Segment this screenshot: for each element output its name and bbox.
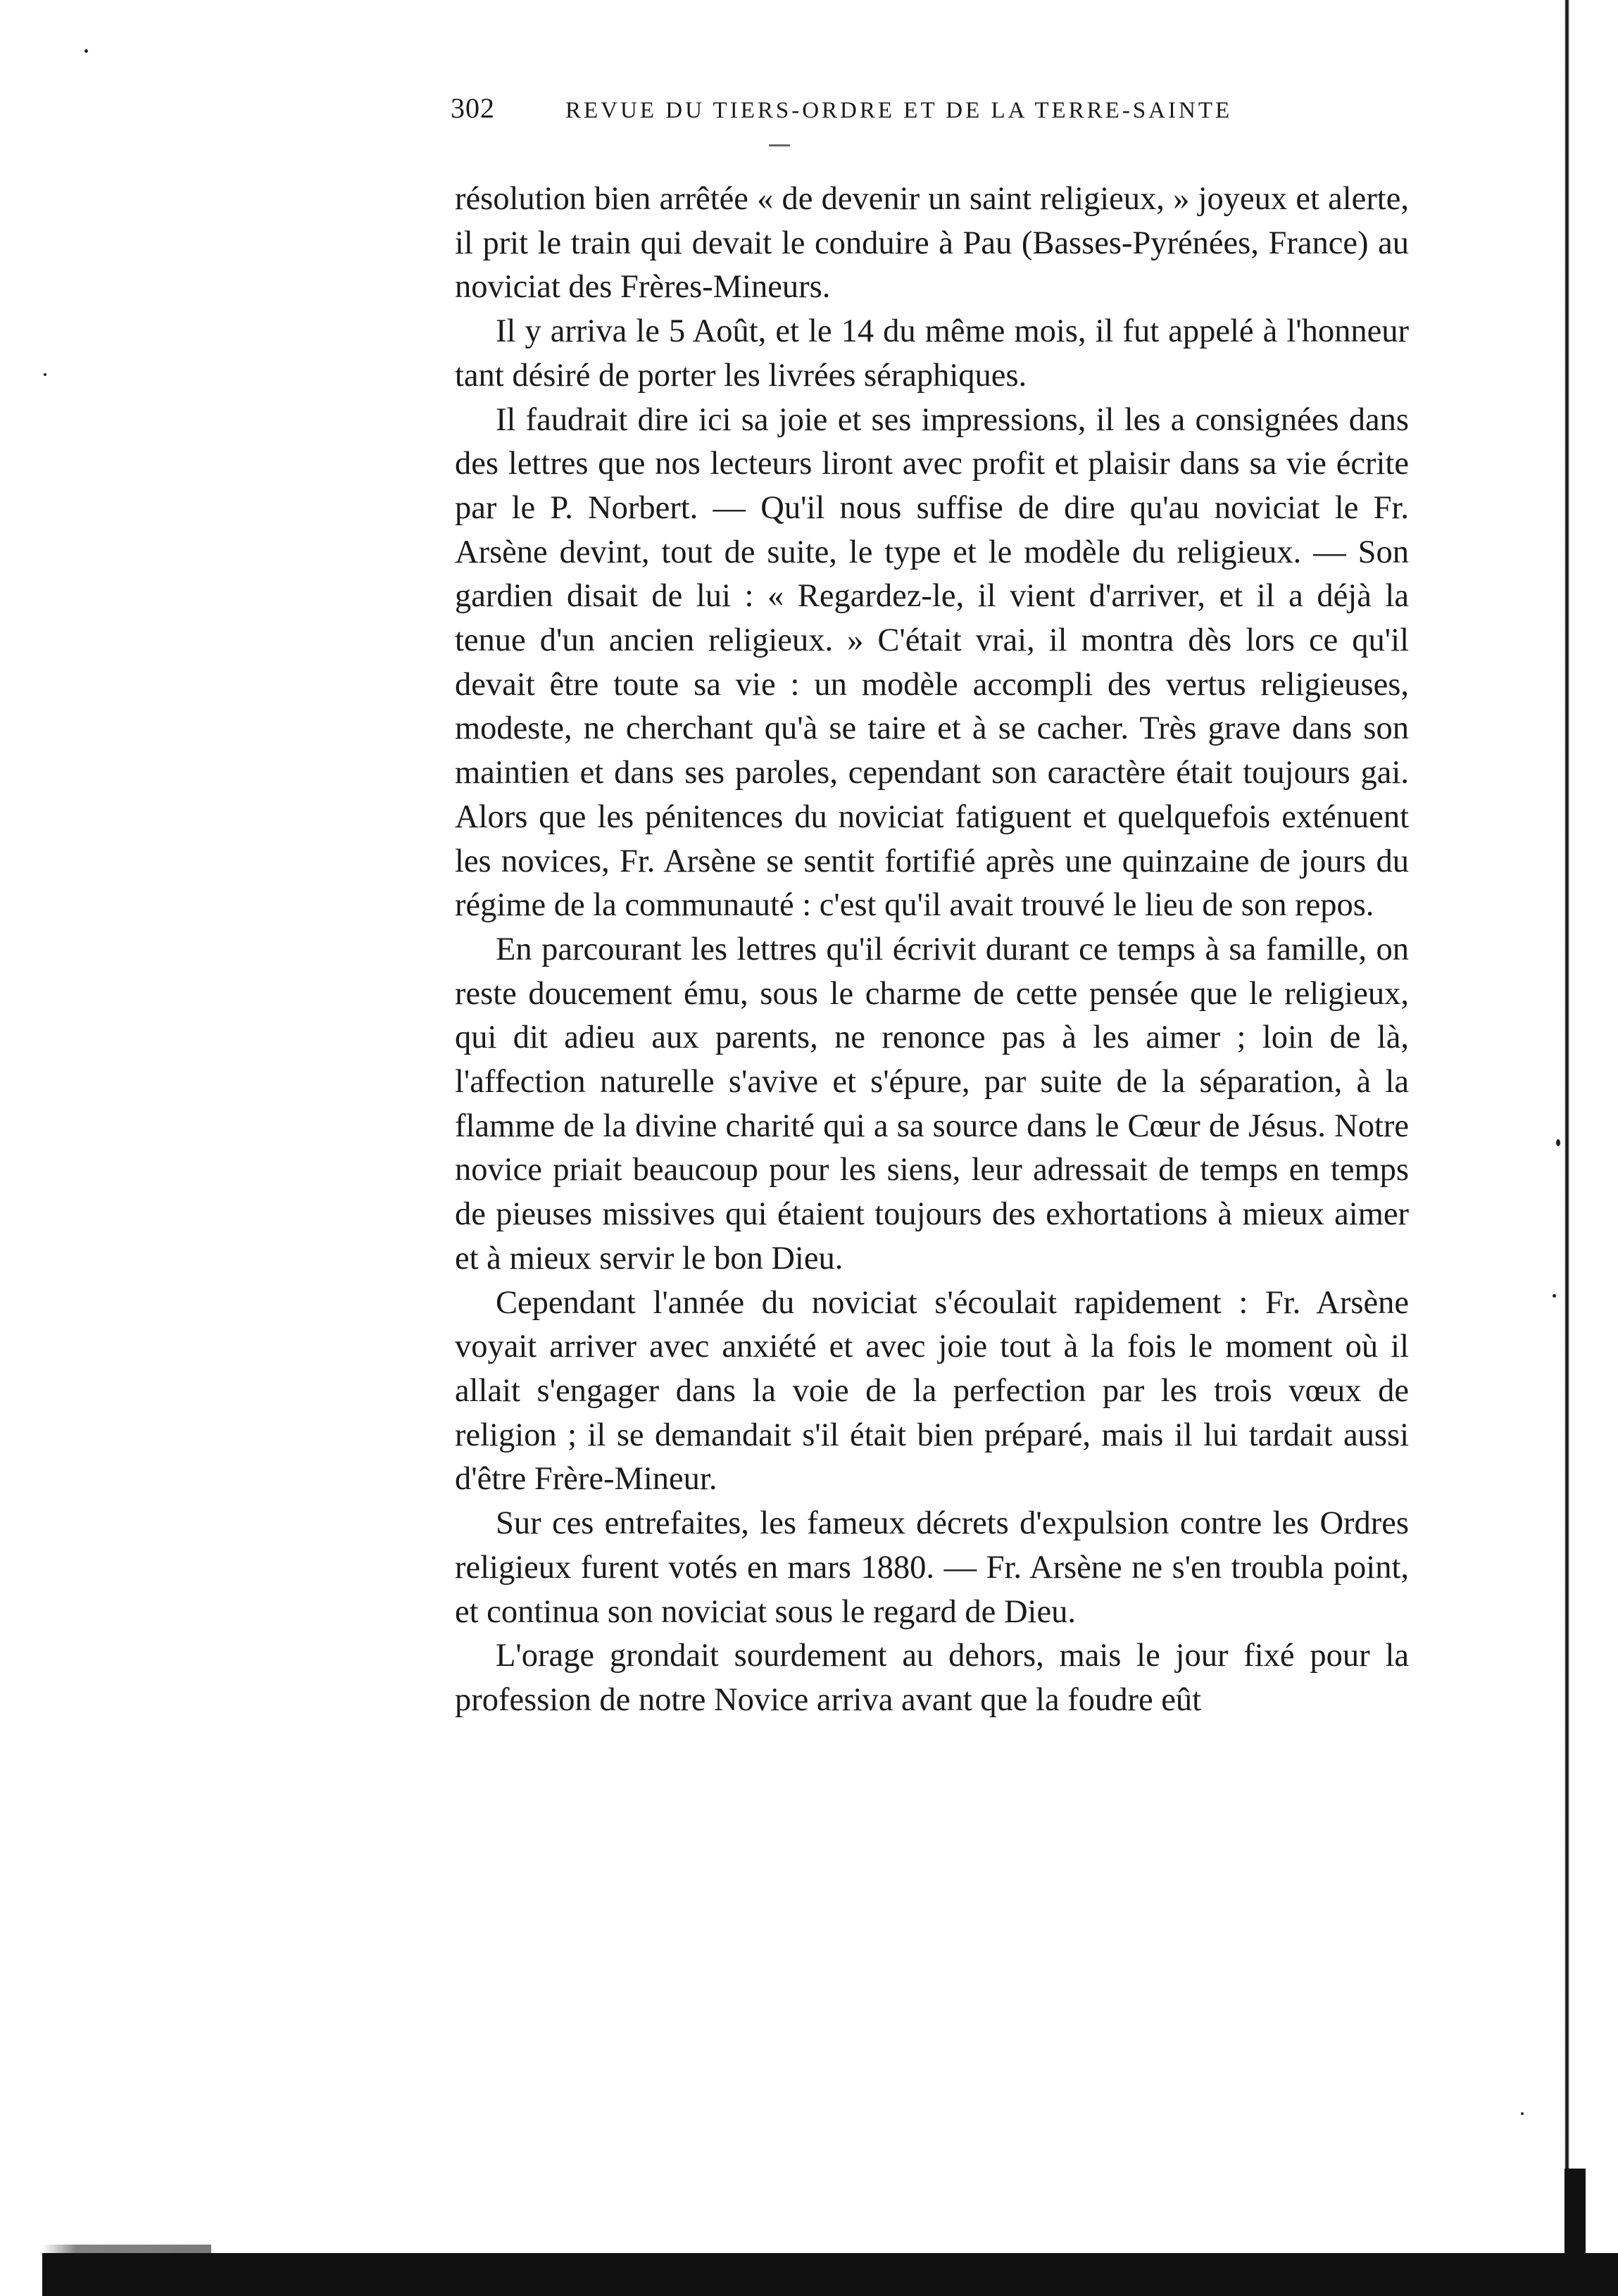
page-number: 302 xyxy=(451,92,495,124)
scan-speck xyxy=(1553,1294,1556,1298)
paragraph: Cependant l'année du noviciat s'écoulait rapidement : Fr. Arsène voyait arriver avec anxiété et avec joie tout à la fois le moment où il allait s'engager dans la voie de la perfection par les trois vœux de religion ; il se demandait s'il était bien préparé, mais il lui tardait aussi d'être Frère-Mineur. xyxy=(455,1284,1409,1498)
paragraph: Il y arriva le 5 Août, et le 14 du même mois, il fut appelé à l'honneur tant désiré de porter les livrées séraphiques. xyxy=(455,313,1409,394)
header-rule-mark xyxy=(769,144,790,146)
scan-speck xyxy=(1521,2112,1524,2115)
paragraph: résolution bien arrêtée « de devenir un saint religieux, » joyeux et alerte, il prit le train qui devait le conduire à Pau (Basses-Pyrénées, France) au noviciat des Frères-Mineurs. xyxy=(455,181,1409,306)
paragraph: Il faudrait dire ici sa joie et ses impressions, il les a consignées dans des lettres que nos lecteurs liront avec profit et plaisir dans sa vie écrite par le P. Norbert. — Qu'il nous suffise de dire qu'au noviciat le Fr. Arsène devint, tout de suite, le type et le modèle du religieux. — Son gardien disait de lui : « Regardez-le, il vient d'arriver, et il a déjà la tenue d'un ancien religieux. » C'était vrai, il montra dès lors ce qu'il devait être toute sa vie : un modèle accompli des vertus religieuses, modeste, ne cherchant qu'à se taire et à se cacher. Très grave dans son maintien et dans ses paroles, cependant son caractère était toujours gai. Alors que les pénitences du noviciat fatiguent et quelquefois exténuent les novices, Fr. Arsène se sentit fortifié après une quinzaine de jours du régime de la communauté : c'est qu'il avait trouvé le lieu de son repos. xyxy=(455,401,1409,924)
running-head: REVUE DU TIERS-ORDRE ET DE LA TERRE-SAINTE xyxy=(565,98,1233,123)
paragraph: En parcourant les lettres qu'il écrivit durant ce temps à sa famille, on reste doucement ému, sous le charme de cette pensée que le religieux, qui dit adieu aux parents, ne renonce pas à les aimer ; loin de là, l'affection naturelle s'avive et s'épure, par suite de la séparation, à la flamme de la divine charité qui a sa source dans le Cœur de Jésus. Notre novice priait beaucoup pour les siens, leur adressait de temps en temps de pieuses missives qui étaient toujours des exhortations à mieux aimer et à mieux servir le bon Dieu. xyxy=(455,931,1409,1276)
scan-speck xyxy=(1556,1139,1560,1146)
page-header xyxy=(451,92,1408,134)
paragraph: Sur ces entrefaites, les fameux décrets d'expulsion contre les Ordres religieux furent votés en mars 1880. — Fr. Arsène ne s'en troubla point, et continua son noviciat sous le regard de Dieu. xyxy=(455,1505,1409,1630)
scan-speck xyxy=(44,373,46,376)
scan-edge-right xyxy=(1562,0,1618,2296)
scan-edge-bottom xyxy=(42,2253,1618,2296)
body-text xyxy=(455,177,1409,1723)
paragraph: L'orage grondait sourdement au dehors, mais le jour fixé pour la profession de notre Novice arriva avant que la foudre eût xyxy=(455,1638,1409,1718)
scan-speck xyxy=(84,49,88,53)
